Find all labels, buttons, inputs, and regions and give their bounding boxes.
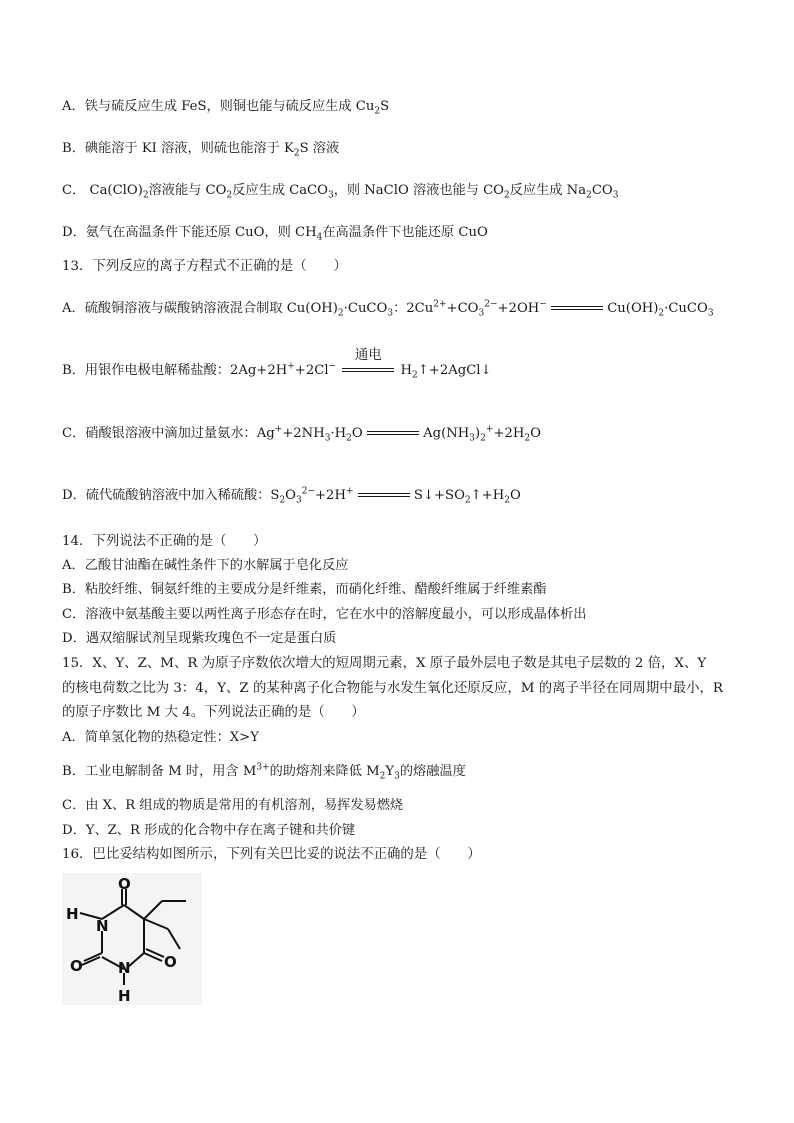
option-13a: A．硫酸铜溶液与碳酸钠溶液混合制取 $Cu(OH)_2\cdot CuCO_3$：$2Cu^{2+}+CO_3^{2-}+2OH^-$ $Cu(OH)_2\cdot CuCO_3$ bbox=[62, 299, 714, 319]
option-15b: B．工业电解制备 M 时，用含 $M^{3+}$的助熔剂来降低 $M_2Y_3$的熔融温度 bbox=[62, 762, 466, 782]
option-14a: A．乙酸甘油酯在碱性条件下的水解属于皂化反应 bbox=[62, 558, 349, 573]
equals-sign bbox=[367, 429, 419, 439]
svg-text:N: N bbox=[96, 917, 109, 935]
svg-text:O: O bbox=[118, 875, 131, 893]
option-12c: C． $Ca(ClO)_2$溶液能与 $CO_2$反应生成 CaCO$_3$，则 NaClO 溶液也能与 $CO_2$反应生成 $Na_2CO_3$ bbox=[62, 183, 619, 201]
option-13d: D．硫代硫酸钠溶液中加入稀硫酸：$S_2O_3^{2-}+2H^+$ $S↓+SO_2↑+H_2O$ bbox=[62, 486, 521, 506]
svg-text:H: H bbox=[66, 905, 79, 923]
equals-sign bbox=[342, 366, 394, 376]
question-13-stem: 13．下列反应的离子方程式不正确的是（ ） bbox=[62, 259, 347, 274]
question-16-stem: 16．巴比妥结构如图所示，下列有关巴比妥的说法不正确的是（ ） bbox=[62, 847, 481, 862]
option-15d: D．Y、Z、R 形成的化合物中存在离子键和共价键 bbox=[62, 823, 356, 838]
option-14c: C．溶液中氨基酸主要以两性离子形态存在时，它在水中的溶解度最小，可以形成晶体析出 bbox=[62, 607, 587, 622]
reaction-condition: 通电 bbox=[354, 347, 382, 363]
option-14d: D．遇双缩脲试剂呈现紫玫瑰色不一定是蛋白质 bbox=[62, 631, 337, 646]
question-15-line-2: 的核电荷数之比为 3：4，Y、Z 的某种离子化合物能与水发生氧化还原反应，M 的离子半径在同周期中最小，R bbox=[62, 681, 723, 696]
question-15-line-3: 的原子序数比 M 大 4。下列说法正确的是（ ） bbox=[62, 705, 365, 720]
question-15-line-1: 15．X、Y、Z、M、R 为原子序数依次增大的短周期元素，X 原子最外层电子数是其电子层数的 2 倍，X、Y bbox=[62, 656, 707, 671]
question-14-stem: 14．下列说法不正确的是（ ） bbox=[62, 534, 267, 549]
option-12a: A．铁与硫反应生成 FeS，则铜也能与硫反应生成 $Cu_2S$ bbox=[62, 99, 390, 117]
option-12d: D．氨气在高温条件下能还原 CuO，则 $CH_4$在高温条件下也能还原 CuO bbox=[62, 225, 488, 243]
option-13b: B．用银作电极电解稀盐酸：2Ag+2H++2Cl− 通电 $H_2↑+2AgCl↓$ bbox=[62, 347, 492, 381]
option-14b: B．粘胶纤维、铜氨纤维的主要成分是纤维素，而硝化纤维、醋酸纤维属于纤维素酯 bbox=[62, 582, 547, 597]
svg-text:O: O bbox=[70, 957, 83, 975]
barbital-structure-image bbox=[62, 873, 202, 1005]
svg-text:N: N bbox=[118, 959, 131, 977]
equals-sign bbox=[551, 304, 603, 314]
option-13c: C．硝酸银溶液中滴加过量氨水：$Ag^++2NH_3\cdot H_2O$ $Ag(NH_3)_2^++2H_2O$ bbox=[62, 424, 541, 444]
option-15c: C．由 X、R 组成的物质是常用的有机溶剂，易挥发易燃烧 bbox=[62, 798, 404, 813]
option-12b: B．碘能溶于 KI 溶液，则硫也能溶于 $K_2S$ 溶液 bbox=[62, 141, 340, 159]
svg-text:H: H bbox=[118, 987, 131, 1005]
option-15a: A．简单氢化物的热稳定性：X>Y bbox=[62, 730, 259, 745]
svg-text:O: O bbox=[164, 953, 177, 971]
equals-sign bbox=[358, 491, 410, 501]
